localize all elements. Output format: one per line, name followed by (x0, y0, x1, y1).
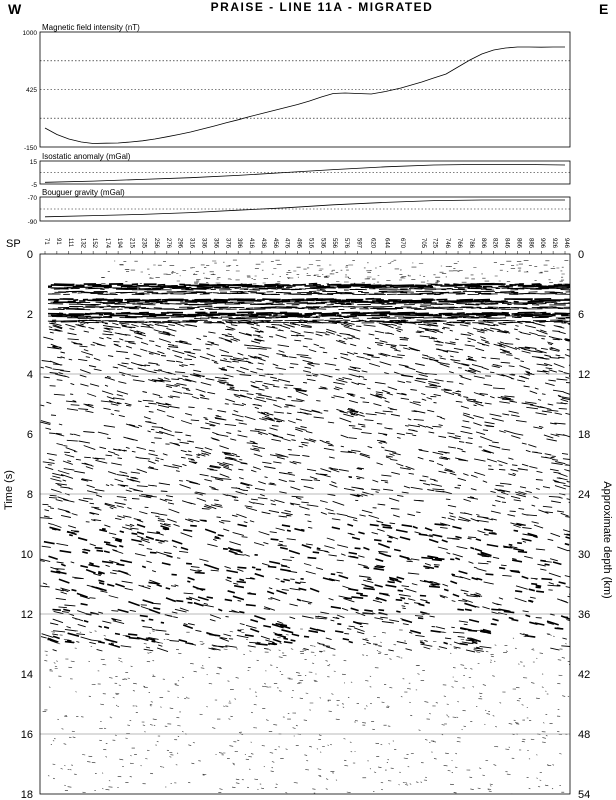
shotpoint-label-826: 826 (491, 238, 498, 249)
magnetic-frame (40, 32, 570, 147)
shotpoint-label-725: 725 (431, 238, 438, 249)
shotpoint-label-644: 644 (383, 238, 390, 249)
time-tick-0: 0 (26, 249, 33, 261)
shotpoint-label-276: 276 (164, 238, 171, 249)
shotpoint-label-132: 132 (79, 238, 86, 249)
shotpoint-label-376: 376 (224, 238, 231, 249)
bouguer-panel (28, 188, 570, 226)
shotpoint-label-296: 296 (176, 238, 183, 249)
isostatic-tick-top: 15 (29, 159, 37, 166)
time-tick-8: 8 (26, 489, 33, 501)
magnetic-field-line (45, 47, 565, 144)
shotpoint-label-194: 194 (116, 238, 123, 249)
shotpoint-label-906: 906 (539, 238, 546, 249)
shotpoint-label-886: 886 (527, 238, 534, 249)
shotpoint-label-516: 516 (307, 238, 314, 249)
shotpoint-label-111: 111 (66, 238, 73, 248)
time-tick-labels (21, 249, 33, 800)
isostatic-anomaly-line (45, 164, 565, 182)
shotpoint-label-336: 336 (200, 238, 207, 249)
shotpoint-label-620: 620 (369, 238, 376, 249)
shotpoint-label-536: 536 (319, 238, 326, 249)
shotpoint-label-416: 416 (248, 238, 255, 249)
shotpoint-label-396: 396 (236, 238, 243, 249)
shotpoint-label-746: 746 (444, 238, 451, 249)
magnetic-tick-top: 1000 (22, 30, 37, 37)
depth-tick-48: 48 (578, 729, 591, 741)
isostatic-tick-bottom: -5 (31, 182, 37, 189)
reflections (40, 287, 583, 652)
shotpoint-label-766: 766 (456, 238, 463, 249)
shotpoint-label-866: 866 (515, 238, 522, 249)
shotpoint-label-846: 846 (503, 238, 510, 249)
time-tick-12: 12 (20, 609, 33, 621)
depth-tick-24: 24 (578, 489, 591, 501)
shotpoint-label-256: 256 (152, 238, 159, 249)
depth-tick-labels (578, 249, 590, 800)
shotpoint-label-576: 576 (343, 238, 350, 249)
shotpoint-label-806: 806 (479, 238, 486, 249)
bouguer-gravity-line (45, 200, 565, 217)
magnetic-tick-bottom: -150 (23, 145, 37, 152)
shotpoint-label-926: 926 (551, 238, 558, 249)
magnetic-gridlines (40, 61, 570, 118)
depth-tick-6: 6 (578, 309, 585, 321)
depth-tick-18: 18 (578, 429, 591, 441)
shotpoint-label-556: 556 (331, 238, 338, 249)
time-axis-title: Time (s) (3, 470, 15, 510)
depth-tick-30: 30 (578, 549, 591, 561)
shotpoint-label-597: 597 (355, 238, 362, 249)
bouguer-frame (40, 197, 570, 221)
time-tick-16: 16 (20, 729, 33, 741)
shotpoint-label-436: 436 (259, 238, 266, 249)
shotpoint-label-670: 670 (398, 238, 405, 249)
seismic-reflections (40, 260, 585, 794)
shotpoint-labels (43, 238, 569, 254)
shotpoint-label-496: 496 (295, 238, 302, 249)
east-label: E (599, 1, 609, 17)
bouguer-tick-top: -70 (27, 195, 37, 202)
seismic-section (3, 249, 613, 800)
time-tick-10: 10 (20, 549, 33, 561)
sp-axis-title: SP (6, 238, 21, 250)
magnetic-panel (23, 23, 570, 152)
figure-title: PRAISE - LINE 11A - MIGRATED (210, 0, 434, 14)
seismic-frame (40, 254, 570, 794)
shotpoint-label-356: 356 (212, 238, 219, 249)
shotpoint-label-946: 946 (563, 238, 569, 249)
isostatic-panel (30, 152, 570, 189)
seismic-gridlines (40, 374, 570, 734)
shotpoint-label-316: 316 (188, 238, 195, 249)
magnetic-panel-title: Magnetic field intensity (nT) (42, 23, 140, 32)
strong-reflections (44, 284, 585, 648)
depth-tick-12: 12 (578, 369, 591, 381)
shotpoint-label-174: 174 (104, 238, 111, 249)
shotpoint-label-456: 456 (271, 238, 278, 249)
time-tick-14: 14 (20, 669, 33, 681)
shotpoint-label-235: 235 (140, 238, 147, 249)
depth-tick-36: 36 (578, 609, 591, 621)
depth-tick-54: 54 (578, 789, 591, 800)
shotpoint-label-91: 91 (54, 238, 61, 245)
shotpoint-label-71: 71 (43, 238, 49, 245)
time-tick-6: 6 (26, 429, 33, 441)
shotpoint-label-152: 152 (91, 238, 98, 249)
time-tick-2: 2 (26, 309, 33, 321)
shotpoint-label-705: 705 (419, 238, 426, 249)
shotpoint-label-476: 476 (283, 238, 290, 249)
bouguer-panel-title: Bouguer gravity (mGal) (42, 188, 125, 197)
time-tick-4: 4 (26, 369, 33, 381)
time-tick-18: 18 (20, 789, 33, 800)
depth-tick-0: 0 (578, 249, 585, 261)
depth-axis-title: Approximate depth (km) (601, 481, 613, 599)
shotpoint-label-786: 786 (467, 238, 474, 249)
west-label: W (8, 1, 22, 17)
depth-tick-42: 42 (578, 669, 591, 681)
bouguer-tick-bottom: -90 (27, 219, 37, 226)
magnetic-tick-mid: 425 (26, 87, 37, 94)
isostatic-panel-title: Isostatic anomaly (mGal) (42, 152, 131, 161)
shotpoint-label-215: 215 (128, 238, 135, 249)
